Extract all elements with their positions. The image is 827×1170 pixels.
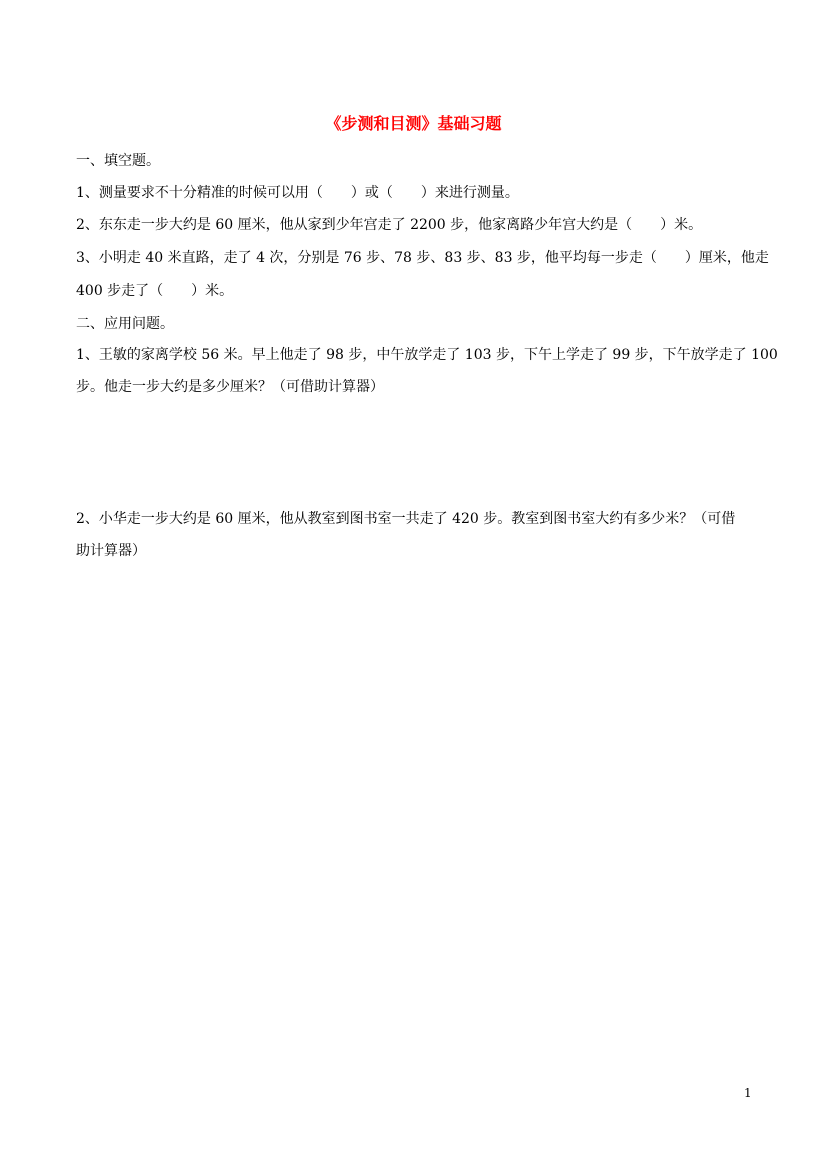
section-heading-application: 二、应用问题。 bbox=[76, 316, 174, 332]
question-1-1: 1、测量要求不十分精准的时候可以用（ ）或（ ）来进行测量。 bbox=[76, 185, 519, 201]
section-heading-fill-in: 一、填空题。 bbox=[76, 153, 160, 169]
page-title: 《步测和目测》基础习题 bbox=[325, 114, 502, 133]
question-2-2-line2: 助计算器） bbox=[76, 543, 146, 559]
question-1-2: 2、东东走一步大约是 60 厘米，他从家到少年宫走了 2200 步，他家离路少年宫大约是（ ）米。 bbox=[76, 217, 703, 233]
question-2-2-line1: 2、小华走一步大约是 60 厘米，他从教室到图书室一共走了 420 步。教室到图书室大约有多少米？（可借 bbox=[76, 511, 736, 527]
question-1-3-line2: 400 步走了（ ）米。 bbox=[76, 283, 234, 299]
question-1-3-line1: 3、小明走 40 米直路，走了 4 次，分别是 76 步、78 步、83 步、83 步，他平均每一步走（ ）厘米，他走 bbox=[76, 250, 769, 266]
page-number: 1 bbox=[744, 1086, 752, 1100]
question-2-1-line1: 1、王敏的家离学校 56 米。早上他走了 98 步，中午放学走了 103 步，下午上学走了 99 步，下午放学走了 100 bbox=[76, 347, 778, 363]
question-2-1-line2: 步。他走一步大约是多少厘米？（可借助计算器） bbox=[76, 379, 384, 395]
